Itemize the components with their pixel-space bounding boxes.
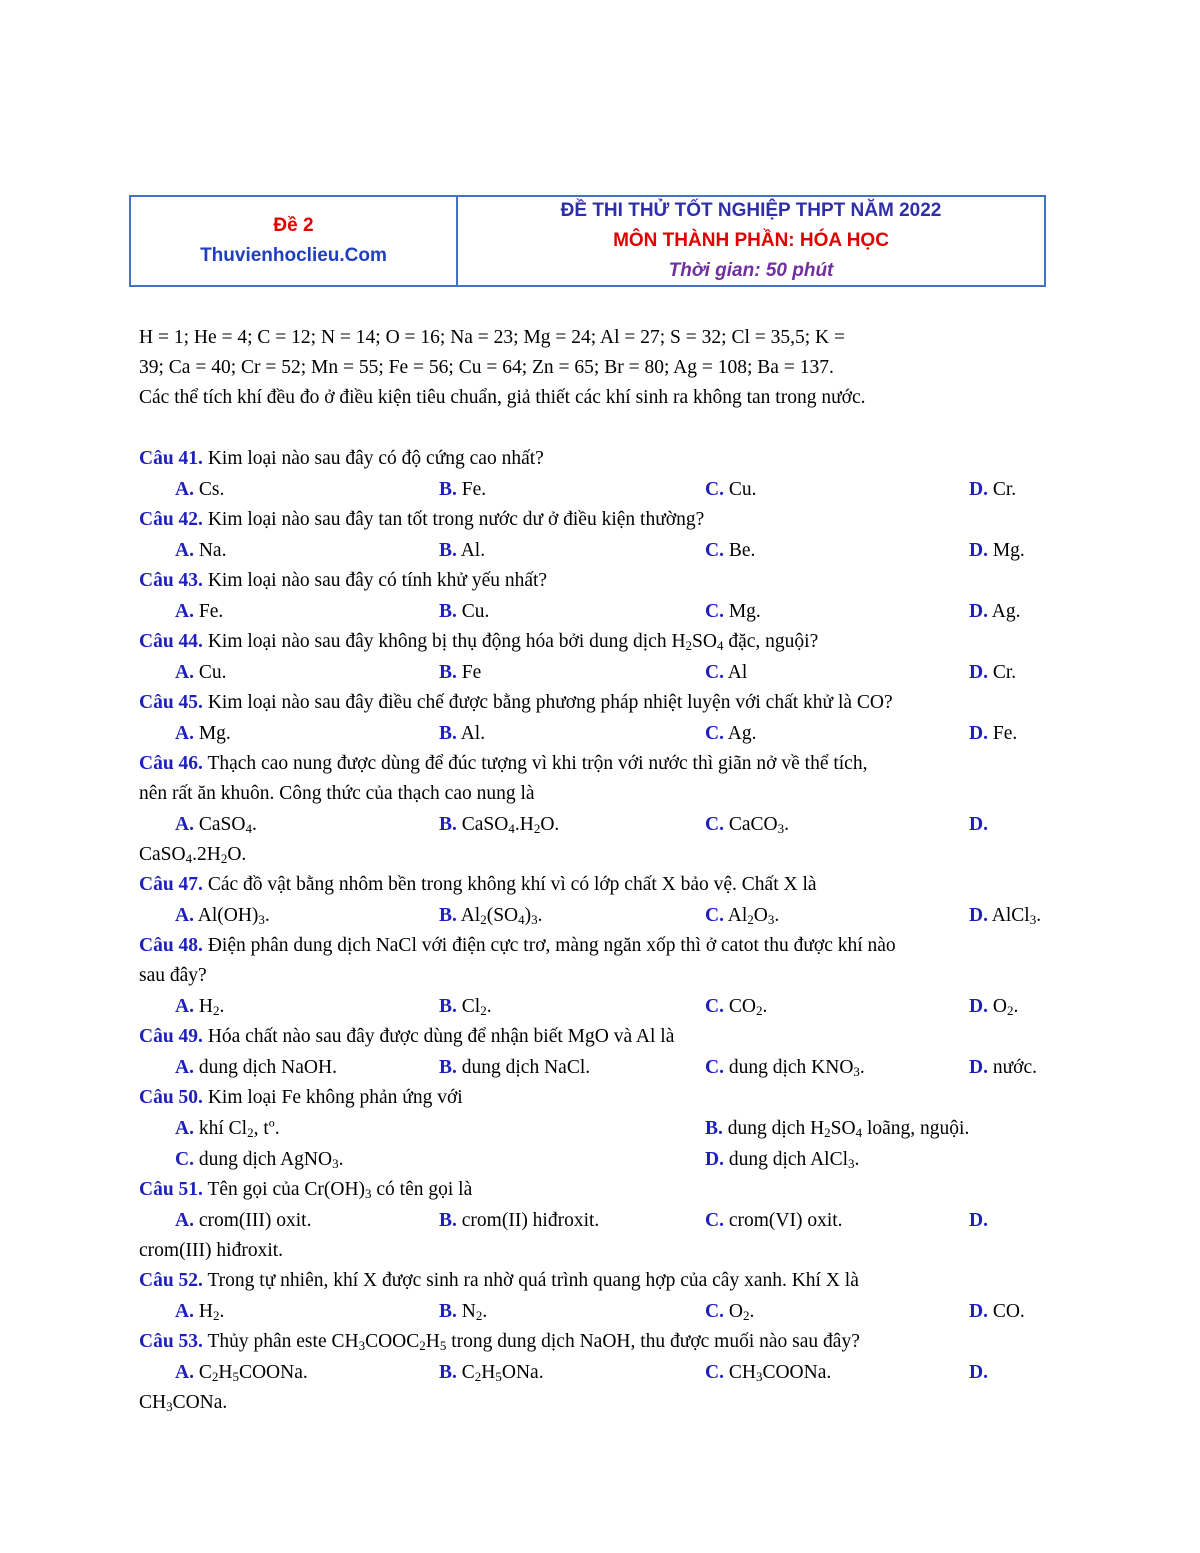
question-46 (139, 749, 1064, 779)
option-d[interactable]: D. Mg. (969, 540, 1025, 561)
question-number: Câu 53. (139, 1331, 203, 1352)
option-b[interactable]: B. dung dịch NaCl. (439, 1057, 591, 1078)
option-a[interactable]: A. $H_2$. (175, 1301, 225, 1323)
options-46 (139, 809, 1064, 840)
question-51: Câu 51. Tên gọi của $Cr(OH)_3$ có tên gọi là (139, 1179, 473, 1201)
site-name: Thuvienhoclieu.Com (200, 245, 387, 266)
question-text: Thủy phân este CH (202, 1331, 359, 1352)
options-49 (139, 1052, 1064, 1083)
option-c[interactable]: C. dung dịch $KNO_3$. (705, 1057, 865, 1079)
option-d[interactable]: D. Cr. (969, 479, 1017, 500)
conditions-note: Các thể tích khí đều đo ở điều kiện tiêu chuẩn, giả thiết các khí sinh ra không tan trong nước. (139, 387, 866, 408)
question-text: Kim loại Fe không phản ứng với (202, 1087, 463, 1108)
option-d[interactable]: D. CO. (969, 1301, 1025, 1322)
option-d[interactable]: D. Cr. (969, 662, 1017, 683)
option-c[interactable]: C. Ag. (705, 723, 757, 744)
spacer (139, 413, 1064, 444)
options-51 (139, 1205, 1064, 1236)
option-d[interactable]: D. (969, 814, 988, 835)
question-text: Kim loại nào sau đây có độ cứng cao nhất? (202, 448, 544, 469)
exam-content (139, 323, 1064, 1418)
header-box (129, 195, 1046, 287)
question-53: Câu 53. Thủy phân este $CH_3COOC_2H_5$ trong dung dịch NaOH, thu được muối nào sau đây? (139, 1331, 860, 1353)
option-c[interactable]: C. Cu. (705, 479, 757, 500)
question-43 (139, 566, 1064, 596)
option-c[interactable]: C. $CO_2$. (705, 996, 768, 1018)
atomic-masses-line-1: H = 1; He = 4; C = 12; N = 14; O = 16; Na = 23; Mg = 24; Al = 27; S = 32; Cl = 35,5; K = (139, 327, 845, 348)
option-b[interactable]: B. $CaSO_4.H_2O$. (439, 814, 560, 836)
question-text: Trong tự nhiên, khí X được sinh ra nhờ quá trình quang hợp của cây xanh. Khí X là (202, 1270, 859, 1291)
question-text: Kim loại nào sau đây điều chế được bằng phương pháp nhiệt luyện với chất khử là CO? (202, 692, 893, 713)
option-c[interactable]: C. $Al_2O_3$. (705, 905, 780, 927)
option-a[interactable]: A. khí $Cl_2$, $t^o$. (175, 1115, 280, 1140)
question-48-cont: sau đây? (139, 965, 207, 986)
option-a[interactable]: A. Mg. (175, 723, 231, 744)
question-number: Câu 42. (139, 509, 203, 530)
option-b[interactable]: B. Fe. (439, 479, 487, 500)
option-b[interactable]: B. Fe (439, 662, 482, 683)
option-d-cont: $CaSO_4.2H_2O$. (139, 844, 247, 866)
option-d[interactable]: D. AlCl$_3$. (969, 905, 1042, 927)
question-text: Kim loại nào sau đây tan tốt trong nước dư ở điều kiện thường? (202, 509, 705, 530)
option-d[interactable]: D. dung dịch AlCl$_3$. (705, 1149, 860, 1171)
question-number: Câu 41. (139, 448, 203, 469)
option-c[interactable]: C. Al (705, 662, 748, 683)
question-text: Điện phân dung dịch NaCl với điện cực trơ, màng ngăn xốp thì ở catot thu được khí nào (202, 935, 896, 956)
question-number: Câu 43. (139, 570, 203, 591)
option-b[interactable]: B. Al. (439, 540, 486, 561)
option-b[interactable]: B. Al. (439, 723, 486, 744)
option-b[interactable]: B. crom(II) hiđroxit. (439, 1210, 600, 1231)
question-text: Tên gọi của Cr(OH) (202, 1179, 366, 1200)
option-a[interactable]: A. Na. (175, 540, 227, 561)
option-a[interactable]: A. crom(III) oxit. (175, 1210, 312, 1231)
options-43 (139, 596, 1064, 627)
exam-time: Thời gian: 50 phút (668, 260, 834, 281)
question-text: Thạch cao nung được dùng để đúc tượng vì khi trộn với nước thì giãn nở về thể tích, (202, 753, 868, 774)
options-48 (139, 991, 1064, 1022)
option-d-cont: $CH_3CONa$. (139, 1392, 228, 1414)
option-a[interactable]: A. Cu. (175, 662, 227, 683)
question-text: Kim loại nào sau đây có tính khử yếu nhất? (202, 570, 548, 591)
options-50-row2 (139, 1144, 1064, 1175)
question-48 (139, 931, 1064, 961)
option-c[interactable]: C. dung dịch AgNO$_3$. (175, 1149, 344, 1171)
question-number: Câu 47. (139, 874, 203, 895)
header-left-cell (131, 197, 458, 285)
question-49 (139, 1022, 1064, 1052)
option-d-cont: crom(III) hiđroxit. (139, 1240, 284, 1261)
option-d[interactable]: D. Ag. (969, 601, 1021, 622)
option-b[interactable]: B. $N_2$. (439, 1301, 488, 1323)
option-d[interactable]: D. (969, 1210, 988, 1231)
question-text: Kim loại nào sau đây không bị thụ động hóa bởi dung dịch H (202, 631, 686, 652)
option-b[interactable]: B. dung dịch $H_2SO_4$ loãng, nguội. (705, 1118, 970, 1140)
exam-subject: MÔN THÀNH PHẦN: HÓA HỌC (613, 230, 889, 251)
option-d[interactable]: D. $O_2$. (969, 996, 1019, 1018)
question-number: Câu 52. (139, 1270, 203, 1291)
option-c[interactable]: C. Be. (705, 540, 756, 561)
option-b[interactable]: B. Cu. (439, 601, 490, 622)
option-a[interactable]: A. Cs. (175, 479, 225, 500)
option-b[interactable]: B. $C_2H_5ONa$. (439, 1362, 544, 1384)
question-number: Câu 49. (139, 1026, 203, 1047)
question-41 (139, 444, 1064, 474)
option-a[interactable]: A. $H_2$. (175, 996, 225, 1018)
option-c[interactable]: C. $O_2$. (705, 1301, 755, 1323)
options-53 (139, 1357, 1064, 1388)
options-52 (139, 1296, 1064, 1327)
options-50-row1 (139, 1113, 1064, 1144)
question-number: Câu 45. (139, 692, 203, 713)
question-text: Hóa chất nào sau đây được dùng để nhận biết MgO và Al là (202, 1026, 675, 1047)
option-a[interactable]: A. CaSO$_4$. (175, 814, 257, 836)
question-45 (139, 688, 1064, 718)
question-42 (139, 505, 1064, 535)
option-a[interactable]: A. $C_2H_5COONa$. (175, 1362, 308, 1384)
options-47 (139, 900, 1064, 931)
question-text: Các đồ vật bằng nhôm bền trong không khí vì có lớp chất X bảo vệ. Chất X là (202, 874, 817, 895)
options-44 (139, 657, 1064, 688)
options-42 (139, 535, 1064, 566)
option-b[interactable]: B. $Al_2(SO_4)_3$. (439, 905, 543, 927)
option-c[interactable]: C. $CH_3COONa$. (705, 1362, 832, 1384)
option-a[interactable]: A. dung dịch NaOH. (175, 1057, 337, 1078)
option-a[interactable]: A. $Al(OH)_3$. (175, 905, 270, 927)
option-a[interactable]: A. Fe. (175, 601, 224, 622)
question-46-cont: nên rất ăn khuôn. Công thức của thạch cao nung là (139, 783, 535, 804)
option-c[interactable]: C. crom(VI) oxit. (705, 1210, 843, 1231)
question-number: Câu 46. (139, 753, 203, 774)
option-c[interactable]: C. Mg. (705, 601, 761, 622)
option-c[interactable]: C. CaCO$_3$. (705, 814, 789, 836)
question-number: Câu 48. (139, 935, 203, 956)
question-number: Câu 44. (139, 631, 203, 652)
question-number: Câu 50. (139, 1087, 203, 1108)
question-44: Câu 44. Kim loại nào sau đây không bị thụ động hóa bởi dung dịch $H_2SO_4$ đặc, nguội? (139, 631, 819, 653)
question-number: Câu 51. (139, 1179, 203, 1200)
option-d[interactable]: D. (969, 1362, 988, 1383)
exam-number: Đề 2 (273, 215, 314, 236)
atomic-masses-line-2: 39; Ca = 40; Cr = 52; Mn = 55; Fe = 56; Cu = 64; Zn = 65; Br = 80; Ag = 108; Ba = 137. (139, 357, 834, 378)
question-52 (139, 1266, 1064, 1296)
exam-title: ĐỀ THI THỬ TỐT NGHIỆP THPT NĂM 2022 (560, 200, 942, 221)
option-d[interactable]: D. nước. (969, 1057, 1038, 1078)
header-right-cell (458, 197, 1044, 285)
option-b[interactable]: B. $Cl_2$. (439, 996, 492, 1018)
question-47 (139, 870, 1064, 900)
option-d[interactable]: D. Fe. (969, 723, 1018, 744)
options-45 (139, 718, 1064, 749)
question-50 (139, 1083, 1064, 1113)
options-41 (139, 474, 1064, 505)
